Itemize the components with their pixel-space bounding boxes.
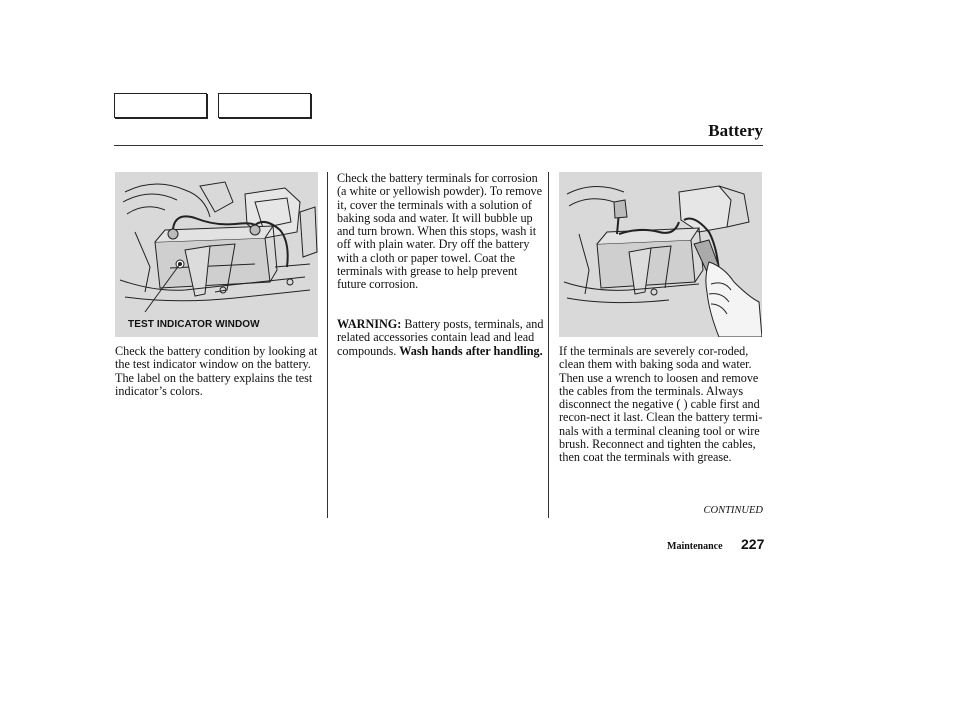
terminal-cleaning-illustration (559, 172, 762, 337)
header-tab-box-1 (114, 93, 207, 118)
battery-condition-paragraph: Check the battery condition by looking at the test indicator window on the battery. The label on the battery explains the test indicator’s colors. (115, 344, 318, 398)
warning-paragraph (337, 318, 547, 358)
battery-terminal-drawing (559, 172, 762, 337)
continued-label: CONTINUED (703, 505, 763, 516)
page-title: Battery (708, 121, 763, 140)
severe-corrosion-paragraph: If the terminals are severely cor-roded, clean them with baking soda and water. Then use a wrench to loosen and remove the cables from the terminals. Always disconnect the negative ( ) cable first and recon-nect it last. Clean the battery termi-nals with a terminal cleaning tool or wire brush. Reconnect and tighten the cables, then coat the terminals with grease. (559, 344, 763, 465)
warning-label: WARNING: (337, 317, 402, 331)
battery-indicator-illustration (115, 172, 318, 337)
footer-section: Maintenance (667, 541, 723, 552)
battery-engine-drawing (115, 172, 318, 337)
column-divider-2 (548, 172, 549, 518)
warning-text: Battery posts, terminals, and related accessories contain lead and lead compounds. (337, 317, 544, 358)
column-divider-1 (327, 172, 328, 518)
page-number: 227 (741, 536, 765, 552)
title-rule (114, 145, 763, 146)
header-tab-box-2 (218, 93, 311, 118)
figure-caption: TEST INDICATOR WINDOW (128, 319, 260, 330)
warning-emphasis: Wash hands after handling. (399, 343, 543, 358)
terminal-corrosion-paragraph: Check the battery terminals for corrosion (a white or yellowish powder). To remove it, cover the terminals with a solution of baking soda and water. It will bubble up and turn brown. When this stops, wash it off with plain water. Dry off the battery with a cloth or paper towel. Coat the terminals with grease to help prevent future corrosion. (337, 171, 543, 292)
